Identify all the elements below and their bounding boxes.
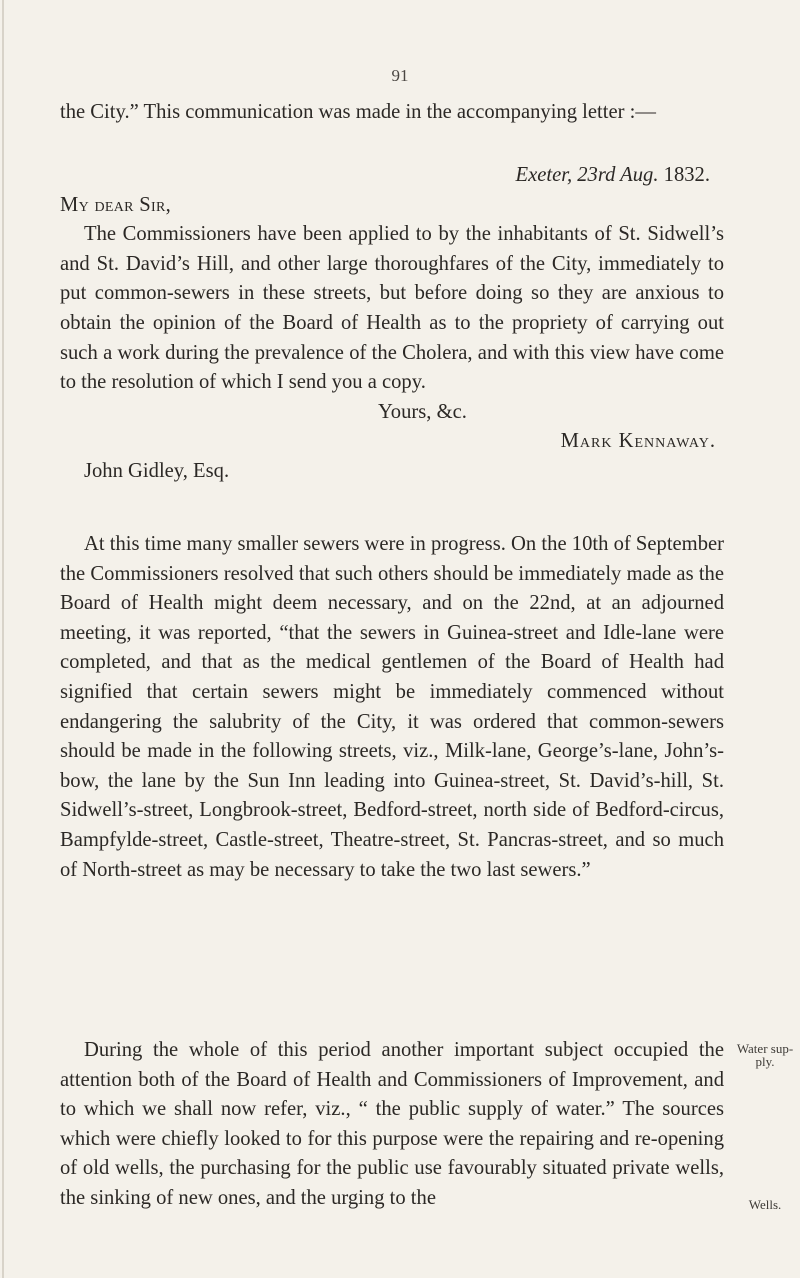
water-paragraph [60, 1036, 724, 1214]
sewers-text: At this time many smaller sewers were in progress. On the 10th of September the Commissioners resolved that such others should be immediately made as the Board of Health might deem necessary, and on the 22nd, at an adjourned meeting, it was reported, “that the sewers in Guinea-street and Idle-lane were completed, and that as the medical gentlemen of the Board of Health had signified that certain sewers might be immediately commenced without endangering the salubrity of the City, it was ordered that common-sewers should be made in the following streets, viz., Milk-lane, George’s-lane, John’s-bow, the lane by the Sun Inn leading into Guinea-street, St. David’s-hill, St. Sidwell’s-street, Longbrook-street, Bedford-street, north side of Bedford-circus, Bampfylde-street, Castle-street, Theatre-street, St. Pancras-street, and so much of North-street as may be necessary to take the two last sewers.” [60, 533, 724, 881]
page-edge-shadow [2, 0, 4, 1278]
page-number: 91 [391, 66, 409, 85]
letter-year: 1832. [663, 164, 710, 186]
letter-signature: Mark Kennaway. [560, 430, 716, 453]
letter-day-month: 23rd Aug. [577, 164, 659, 186]
letter-place: Exeter, [515, 164, 573, 186]
water-text: During the whole of this period another important subject occupied the attention both of the Board of Health and Commissioners of Improvement, and to which we shall now refer, viz., “ the public supply of water.” The sources which were chiefly looked to for this purpose were the repairing and re-opening of old wells, the purchasing for the public use favourably situated private wells, the sinking of new ones, and the urging to the [60, 1039, 724, 1209]
margin-note-wells: Wells. [748, 1197, 782, 1212]
letter-body: The Commissioners have been applied to by the inhabitants of St. Sidwell’s and St. David’s Hill, and other large thoroughfares of the City, immediately to put common-sewers in these streets, but before doing so they are anxious to obtain the opinion of the Board of Health as to the propriety of carrying out such a work during the prevalence of the Cholera, and with this view have come to the resolution of which I send you a copy. [60, 223, 724, 394]
sewers-paragraph [60, 530, 724, 885]
margin-note-water-supply: Water sup-ply. [736, 1041, 794, 1069]
intro-text: the City.” This communication was made in the accompanying letter :— [60, 101, 656, 123]
letter-salutation: My dear Sir, [60, 193, 172, 216]
letter-addressee: John Gidley, Esq. [84, 459, 230, 482]
letter-block [60, 161, 724, 487]
intro-paragraph [60, 98, 724, 128]
letter-date [60, 161, 724, 191]
letter-closing: Yours, &c. [378, 400, 467, 423]
